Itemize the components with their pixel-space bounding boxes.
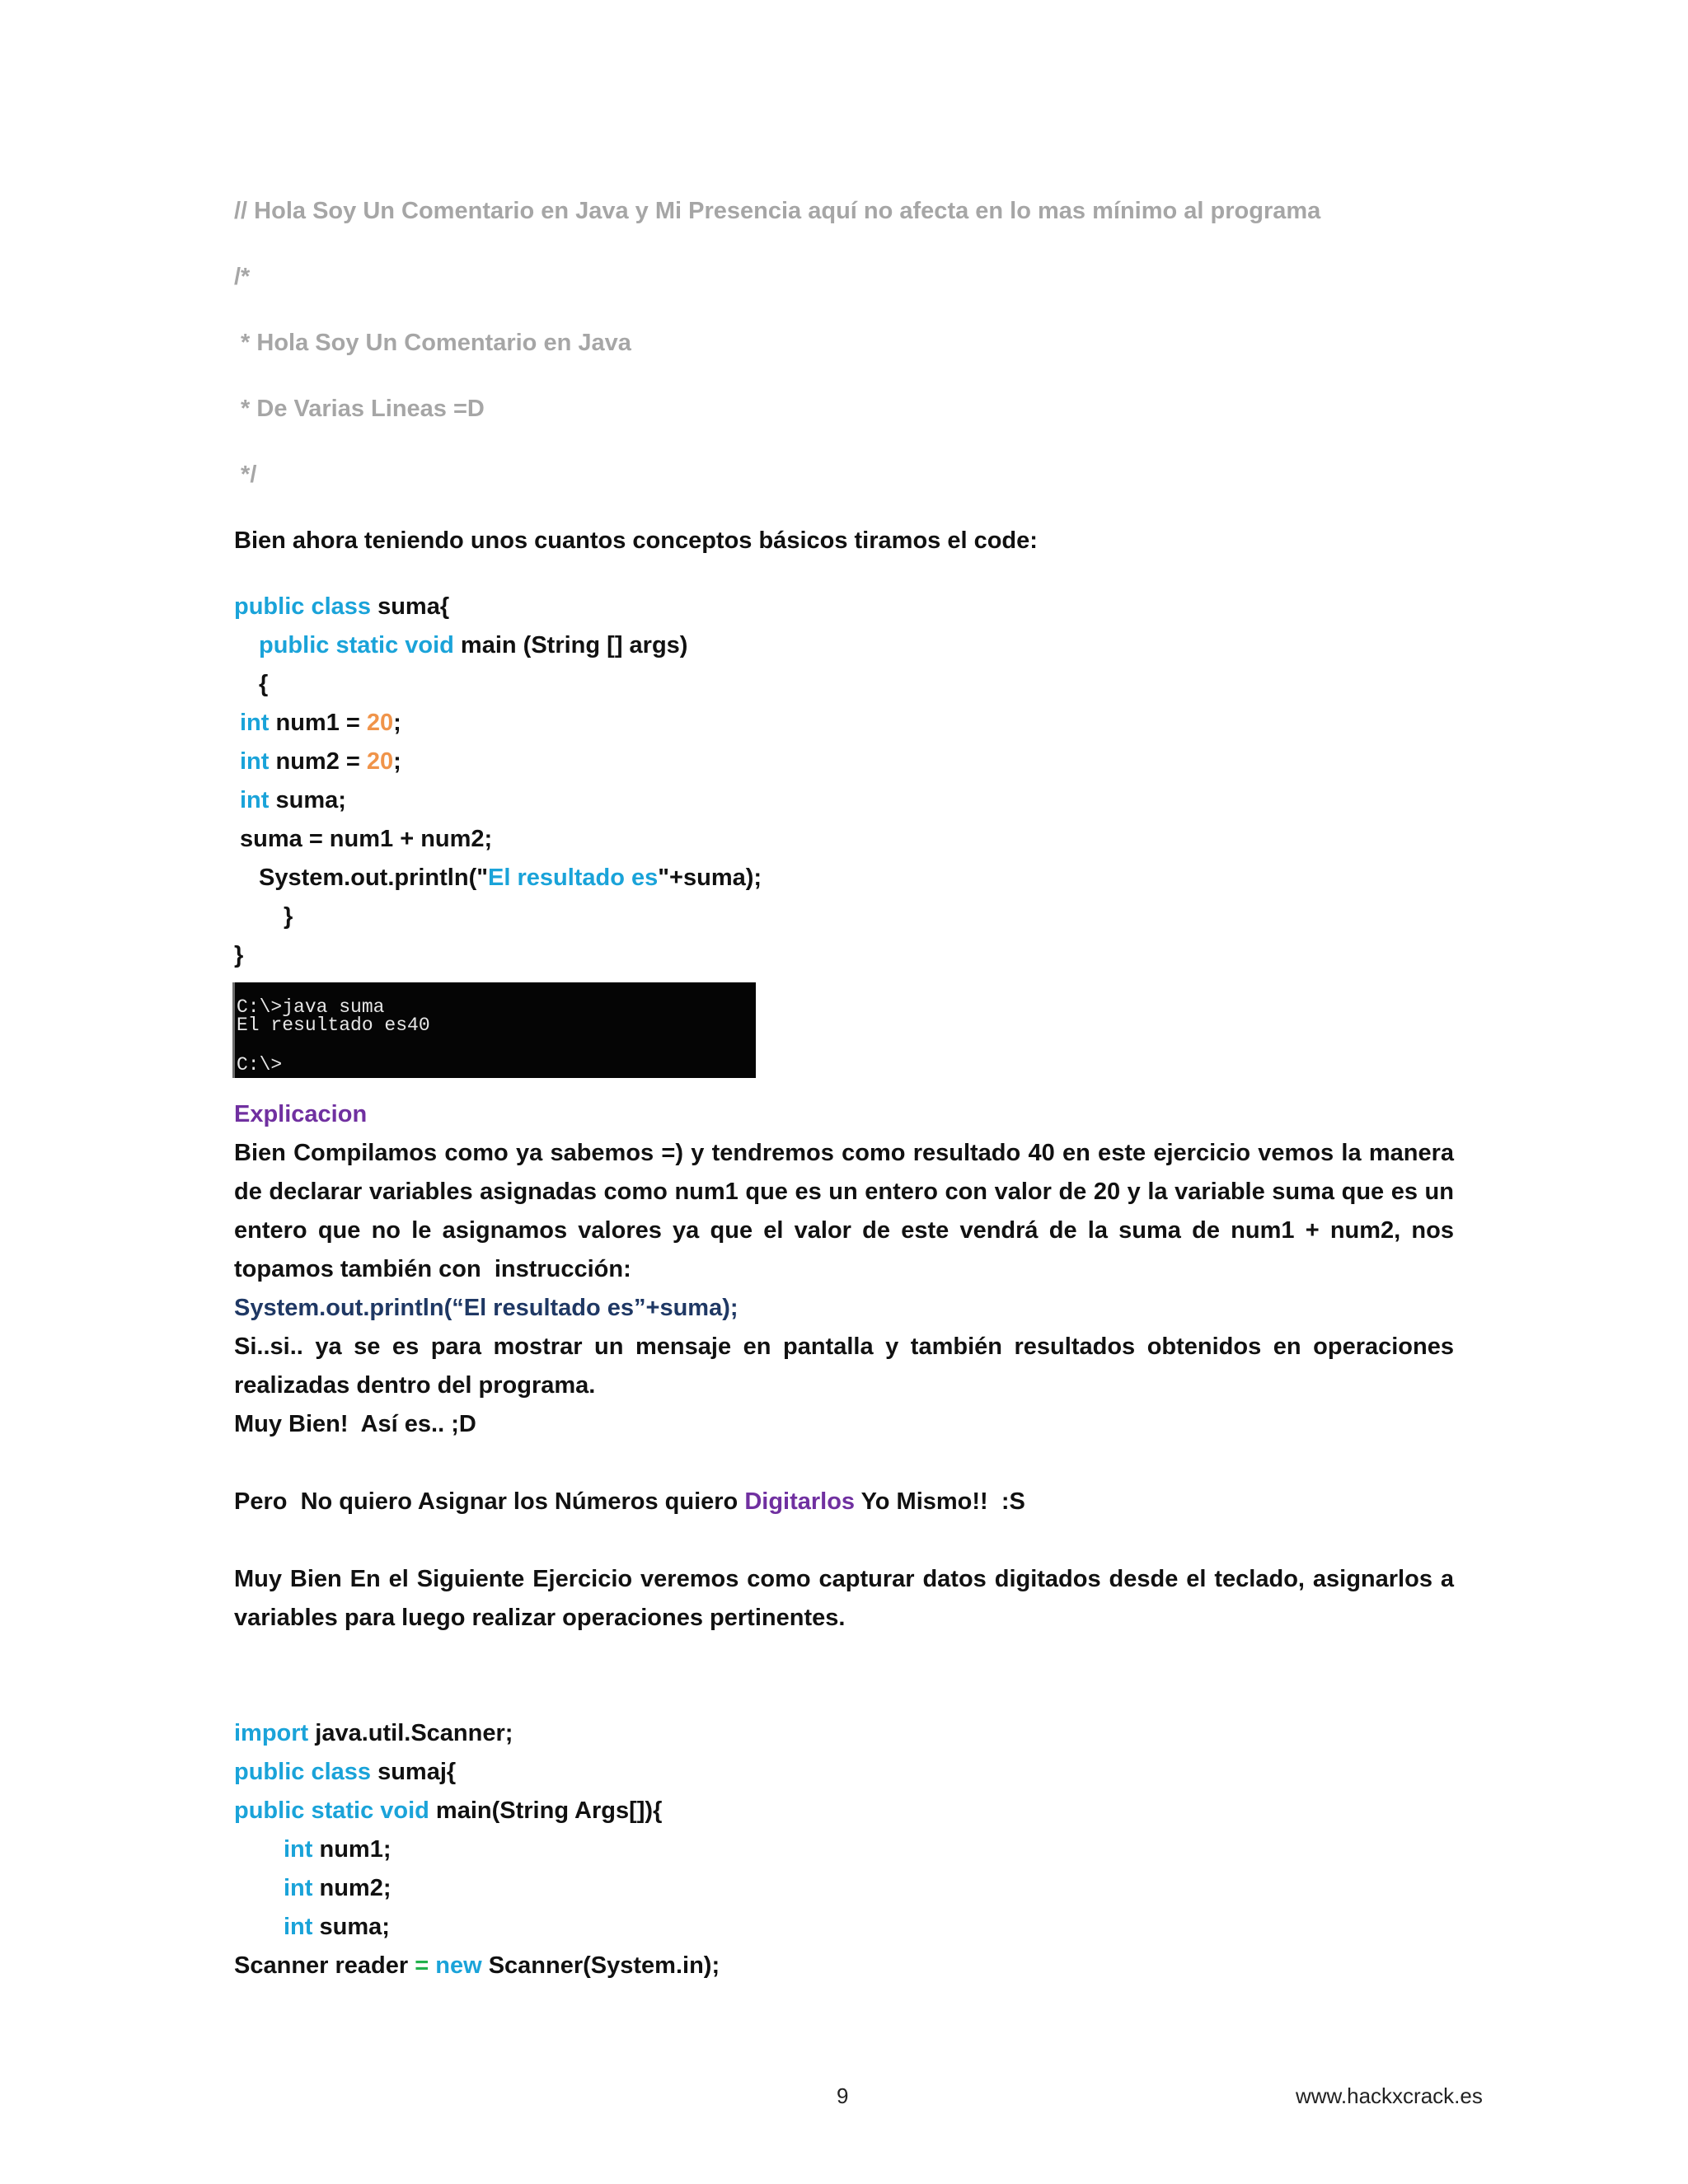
number-literal: 20 (366, 748, 394, 775)
paragraph-line: entero que no le asignamos valores ya que el valor de este vendrá de la suma de num1 + num2, nos (234, 1217, 1454, 1244)
code-text: Scanner(System.in); (481, 1952, 720, 1979)
paragraph-line: Muy Bien En el Siguiente Ejercicio veremos como capturar datos digitados desde el teclado, asignarlos a (234, 1566, 1454, 1592)
code-line (234, 1794, 662, 1827)
code-line (234, 1717, 513, 1750)
code-line (234, 1755, 456, 1788)
single-line-comment: // Hola Soy Un Comentario en Java y Mi Presencia aquí no afecta en lo mas mínimo al programa (234, 198, 1321, 224)
code-text: System.out.println(" (259, 865, 488, 891)
code-line (284, 1910, 390, 1943)
code-text: num2; (312, 1875, 392, 1901)
code-line: } (234, 942, 244, 968)
paragraph-line: realizadas dentro del programa. (234, 1372, 596, 1399)
code-text: "+suma); (658, 865, 762, 891)
number-literal: 20 (366, 710, 394, 736)
code-line: { (259, 671, 269, 697)
block-comment-line: * Hola Soy Un Comentario en Java (234, 330, 631, 356)
code-line (284, 1872, 392, 1905)
highlighted-word: Digitarlos (744, 1488, 856, 1515)
keyword: int (284, 1836, 313, 1863)
code-text: num1; (312, 1836, 392, 1863)
code-text: ; (393, 748, 401, 775)
code-text: suma; (312, 1914, 390, 1940)
console-line: El resultado es40 (237, 1015, 430, 1036)
paragraph-line: Bien Compilamos como ya sabemos =) y tendremos como resultado 40 en este ejercicio vemos la manera (234, 1140, 1454, 1166)
intro-text: Bien ahora teniendo unos cuantos conceptos básicos tiramos el code: (234, 527, 1038, 554)
code-line (259, 629, 687, 662)
code-line (240, 706, 401, 739)
keyword: public static void (234, 1797, 429, 1824)
keyword: int (240, 710, 270, 736)
string-literal: El resultado es (487, 865, 659, 891)
code-line (240, 784, 346, 817)
keyword: int (240, 748, 270, 775)
code-line (259, 861, 762, 894)
text: Yo Mismo!! :S (855, 1488, 1025, 1515)
console-output (232, 982, 756, 1078)
console-line: C:\> (237, 1054, 283, 1076)
code-line (234, 1949, 720, 1982)
block-comment-close: */ (234, 462, 257, 488)
footer-site-url: www.hackxcrack.es (1296, 2083, 1483, 2108)
code-line: suma = num1 + num2; (240, 826, 493, 852)
explanation-heading: Explicacion (234, 1101, 368, 1127)
paragraph-line: topamos también con instrucción: (234, 1256, 631, 1282)
keyword: import (234, 1720, 309, 1746)
code-line: } (284, 903, 293, 930)
keyword: public class (234, 1759, 372, 1785)
code-line (284, 1833, 392, 1866)
code-line (234, 590, 449, 623)
code-text: suma{ (371, 593, 450, 620)
keyword: int (284, 1875, 313, 1901)
paragraph-line: Muy Bien! Así es.. ;D (234, 1411, 476, 1437)
code-text: ; (393, 710, 401, 736)
paragraph-line (234, 1485, 1025, 1518)
code-text: num2 = (269, 748, 367, 775)
code-text: num1 = (269, 710, 367, 736)
code-text: Scanner reader (234, 1952, 415, 1979)
keyword: int (284, 1914, 313, 1940)
paragraph-line: de declarar variables asignadas como num1 que es un entero con valor de 20 y la variable suma que es un (234, 1179, 1454, 1205)
code-text: sumaj{ (371, 1759, 457, 1785)
page-number: 9 (837, 2083, 849, 2108)
paragraph-line: Si..si.. ya se es para mostrar un mensaje en pantalla y también resultados obtenidos en operaciones (234, 1333, 1454, 1360)
keyword: public static void (259, 632, 454, 658)
block-comment-line: * De Varias Lineas =D (234, 396, 485, 422)
code-line (240, 745, 401, 778)
inline-code-line: System.out.println(“El resultado es”+suma); (234, 1295, 738, 1321)
keyword: int (240, 787, 270, 813)
keyword: public class (234, 593, 372, 620)
code-text: suma; (269, 787, 346, 813)
code-text: main(String Args[]){ (429, 1797, 663, 1824)
code-text: main (String [] args) (453, 632, 688, 658)
console-line: C:\>java suma (237, 996, 385, 1018)
code-text: java.util.Scanner; (308, 1720, 513, 1746)
text: Pero No quiero Asignar los Números quiero (234, 1488, 745, 1515)
block-comment-open: /* (234, 264, 251, 290)
keyword: new (429, 1952, 482, 1979)
paragraph-line: variables para luego realizar operaciones pertinentes. (234, 1605, 846, 1631)
operator: = (415, 1952, 429, 1979)
